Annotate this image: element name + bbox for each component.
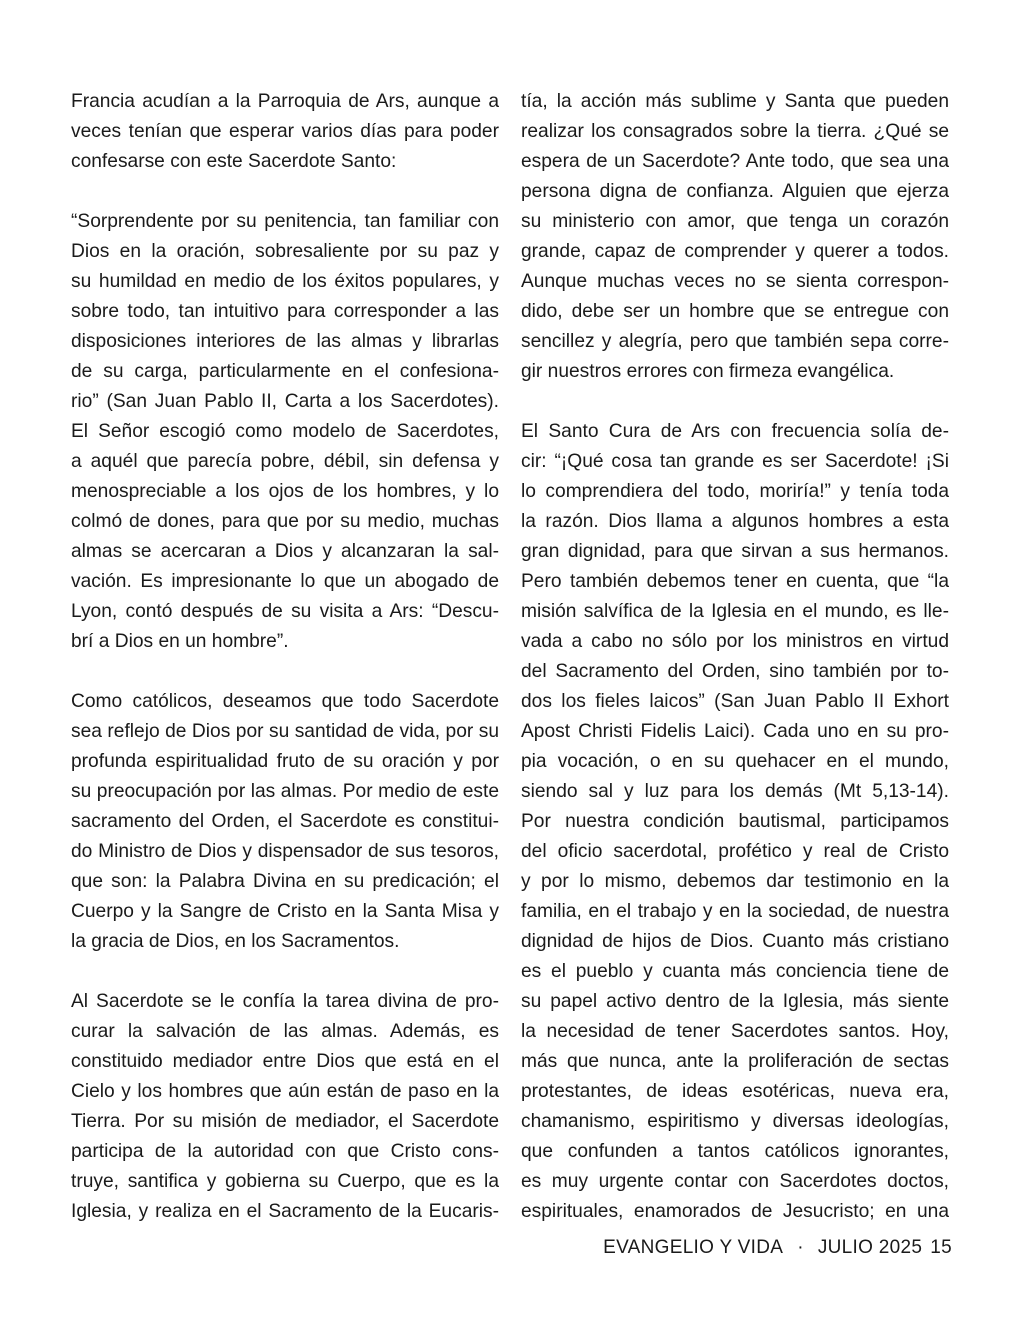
- footer-issue: JULIO 2025: [817, 1237, 923, 1258]
- text-line: que son: la Palabra Divina en su predicación; el: [71, 871, 499, 892]
- text-line: la necesidad de tener Sacerdotes santos. Hoy,: [521, 1021, 949, 1042]
- paragraph-break: [71, 177, 499, 207]
- text-line: Por nuestra condición bautismal, participamos: [521, 811, 949, 832]
- paragraph-break: [71, 957, 499, 987]
- text-line: profunda espiritualidad fruto de su oración y por: [71, 751, 499, 772]
- text-line: Como católicos, deseamos que todo Sacerdote: [71, 691, 499, 712]
- text-line: la gracia de Dios, en los Sacramentos.: [71, 931, 400, 952]
- right-column: [521, 87, 949, 1227]
- text-line: realizar los consagrados sobre la tierra. ¿Qué se: [521, 121, 949, 142]
- text-line: su preocupación por las almas. Por medio de este: [71, 781, 499, 802]
- text-line: menospreciable a los ojos de los hombres, y lo: [71, 481, 499, 502]
- page-footer: [560, 1236, 952, 1260]
- text-line: curar la salvación de las almas. Además, es: [71, 1021, 499, 1042]
- text-line: es el pueblo y cuanta más conciencia tiene de: [521, 961, 949, 982]
- text-line: misión salvífica de la Iglesia en el mundo, es lle-: [521, 601, 949, 622]
- text-line: brí a Dios en un hombre”.: [71, 631, 289, 652]
- text-line: espirituales, enamorados de Jesucristo; en una: [521, 1201, 949, 1222]
- text-line: Iglesia, y realiza en el Sacramento de la Eucaris-: [71, 1201, 499, 1222]
- text-line: dos los fieles laicos” (San Juan Pablo II Exhort: [521, 691, 949, 712]
- text-line: protestantes, de ideas esotéricas, nueva era,: [521, 1081, 949, 1102]
- text-line: vada a cabo no sólo por los ministros en virtud: [521, 631, 949, 652]
- text-line: dignidad de hijos de Dios. Cuanto más cristiano: [521, 931, 949, 952]
- text-line: siendo sal y luz para los demás (Mt 5,13-14).: [521, 781, 949, 802]
- text-line: gran dignidad, para que sirvan a sus hermanos.: [521, 541, 949, 562]
- text-line: su papel activo dentro de la Iglesia, más siente: [521, 991, 949, 1012]
- text-line: Al Sacerdote se le confía la tarea divina de pro-: [71, 991, 499, 1012]
- text-line: gir nuestros errores con firmeza evangélica.: [521, 361, 895, 382]
- text-line: El Santo Cura de Ars con frecuencia solía de-: [521, 421, 949, 442]
- text-line: sencillez y alegría, pero que también sepa corre-: [521, 331, 949, 352]
- text-line: El Señor escogió como modelo de Sacerdotes,: [71, 421, 499, 442]
- text-line: del oficio sacerdotal, profético y real de Cristo: [521, 841, 949, 862]
- text-line: del Sacramento del Orden, sino también por to-: [521, 661, 949, 682]
- text-line: almas se acercaran a Dios y alcanzaran la sal-: [71, 541, 499, 562]
- text-line: es muy urgente contar con Sacerdotes doctos,: [521, 1171, 949, 1192]
- paragraph-break: [71, 657, 499, 687]
- text-line: truye, santifica y gobierna su Cuerpo, que es la: [71, 1171, 499, 1192]
- text-line: lo comprendiera del todo, moriría!” y tenía toda: [521, 481, 949, 502]
- text-line: a aquél que parecía pobre, débil, sin defensa y: [71, 451, 499, 472]
- paragraph-break: [521, 387, 949, 417]
- text-line: persona digna de confianza. Alguien que ejerza: [521, 181, 949, 202]
- text-line: sobre todo, tan intuitivo para corresponder a las: [71, 301, 499, 322]
- text-line: disposiciones interiores de las almas y librarlas: [71, 331, 499, 352]
- text-line: chamanismo, espiritismo y diversas ideologías,: [521, 1111, 949, 1132]
- text-line: sea reflejo de Dios por su santidad de vida, por su: [71, 721, 499, 742]
- text-line: vación. Es impresionante lo que un abogado de: [71, 571, 499, 592]
- left-column: [71, 87, 499, 1227]
- text-line: rio” (San Juan Pablo II, Carta a los Sacerdotes).: [71, 391, 499, 412]
- footer-publication: EVANGELIO Y VIDA: [603, 1237, 784, 1258]
- text-line: su ministerio con amor, que tenga un corazón: [521, 211, 949, 232]
- text-line: la razón. Dios llama a algunos hombres a esta: [521, 511, 949, 532]
- text-line: y por lo mismo, debemos dar testimonio en la: [521, 871, 949, 892]
- text-line: participa de la autoridad con que Cristo cons-: [71, 1141, 499, 1162]
- text-line: Apost Christi Fidelis Laici). Cada uno en su pro-: [521, 721, 949, 742]
- text-line: de su carga, particularmente en el confesiona-: [71, 361, 499, 382]
- text-line: Cuerpo y la Sangre de Cristo en la Santa Misa y: [71, 901, 499, 922]
- text-line: colmó de dones, para que por su medio, muchas: [71, 511, 499, 532]
- text-line: más que nunca, ante la proliferación de sectas: [521, 1051, 949, 1072]
- text-line: grande, capaz de comprender y querer a todos.: [521, 241, 949, 262]
- page-number: 15: [930, 1237, 952, 1258]
- text-line: su humildad en medio de los éxitos populares, y: [71, 271, 499, 292]
- text-line: Dios en la oración, sobresaliente por su paz y: [71, 241, 499, 262]
- text-line: dido, debe ser un hombre que se entregue con: [521, 301, 949, 322]
- text-line: Lyon, contó después de su visita a Ars: “Descu-: [71, 601, 499, 622]
- text-line: confesarse con este Sacerdote Santo:: [71, 151, 397, 172]
- footer-separator: ·: [797, 1237, 804, 1258]
- text-line: Francia acudían a la Parroquia de Ars, aunque a: [71, 91, 499, 112]
- text-line: pia vocación, o en su quehacer en el mundo,: [521, 751, 949, 772]
- text-line: Pero también debemos tener en cuenta, que “la: [521, 571, 949, 592]
- text-line: que confunden a tantos católicos ignorantes,: [521, 1141, 949, 1162]
- text-line: cir: “¡Qué cosa tan grande es ser Sacerdote! ¡Si: [521, 451, 949, 472]
- text-line: familia, en el trabajo y en la sociedad, de nuestra: [521, 901, 949, 922]
- text-line: sacramento del Orden, el Sacerdote es constitui-: [71, 811, 499, 832]
- text-line: Cielo y los hombres que aún están de paso en la: [71, 1081, 499, 1102]
- text-line: constituido mediador entre Dios que está en el: [71, 1051, 499, 1072]
- text-line: tía, la acción más sublime y Santa que pueden: [521, 91, 949, 112]
- text-line: espera de un Sacerdote? Ante todo, que sea una: [521, 151, 949, 172]
- text-line: “Sorprendente por su penitencia, tan familiar con: [71, 211, 499, 232]
- text-line: veces tenían que esperar varios días para poder: [71, 121, 499, 142]
- text-line: Aunque muchas veces no se sienta correspon-: [521, 271, 949, 292]
- text-line: Tierra. Por su misión de mediador, el Sacerdote: [71, 1111, 499, 1132]
- text-line: do Ministro de Dios y dispensador de sus tesoros,: [71, 841, 499, 862]
